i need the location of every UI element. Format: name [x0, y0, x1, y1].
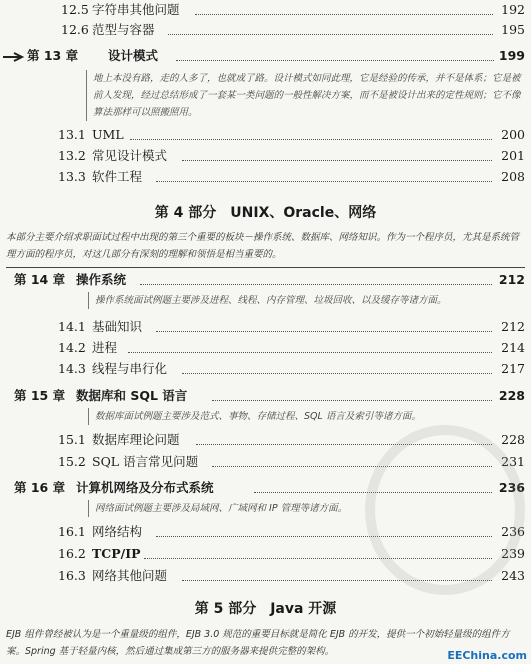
section-title: SQL 语言常见问题 — [92, 454, 199, 469]
page-number: 236 — [501, 524, 525, 539]
leader-dots — [156, 331, 492, 332]
toc-entry[interactable] — [0, 167, 531, 187]
part-intro: 本部分主要介绍求职面试过程中出现的第三个重要的板块－操作系统、数据库、网络知识。作为一个程序员，尤其是系统管理方面的程序员，对这几部分有深刻的理解和领悟是相当重要的。 — [6, 232, 520, 260]
chapter-entry[interactable] — [0, 386, 531, 406]
page-number: 212 — [501, 319, 525, 334]
section-number: 15.2 — [58, 454, 86, 469]
toc-entry[interactable] — [0, 359, 531, 379]
section-number: 16.1 — [58, 524, 86, 539]
chapter-entry[interactable] — [0, 46, 531, 66]
section-title: 基础知识 — [92, 319, 143, 334]
section-title: 常见设计模式 — [92, 148, 168, 163]
toc-entry[interactable] — [0, 146, 531, 166]
page-number: 243 — [501, 568, 525, 583]
section-number: 14.3 — [58, 361, 86, 376]
section-title: 软件工程 — [92, 169, 143, 184]
toc-entry[interactable] — [0, 20, 531, 40]
section-number: 14.1 — [58, 319, 86, 334]
site-logo: EEChina.com — [447, 649, 527, 662]
chapter-title: 计算机网络及分布式系统 — [76, 480, 214, 495]
chapter-description: 数据库面试例题主要涉及范式、事物、存储过程、SQL 语言及索引等诸方面。 — [88, 408, 525, 425]
page-number: 228 — [498, 388, 525, 403]
section-title: 线程与串行化 — [92, 361, 168, 376]
leader-dots — [168, 34, 493, 35]
divider — [6, 267, 525, 268]
page-number: 199 — [498, 48, 525, 63]
section-title: UML — [92, 127, 124, 142]
chapter-title: 设计模式 — [108, 48, 159, 63]
page-number: 236 — [498, 480, 525, 495]
chapter-entry[interactable] — [0, 270, 531, 290]
chapter-description: 网络面试例题主要涉及局域网、广域网和 IP 管理等诸方面。 — [88, 500, 525, 517]
section-title: 网络结构 — [92, 524, 143, 539]
page-number: 214 — [501, 340, 525, 355]
section-title: TCP/IP — [92, 546, 141, 561]
chapter-description: 地上本没有路，走的人多了，也就成了路。设计模式如同此理，它是经验的传承，并不是体系；它是被前人发现，经过总结形成了一套某一类问题的一般性解决方案，而不是被设计出来的定性规则；它不像算法那样可以照搬照用。 — [86, 70, 525, 121]
leader-dots — [182, 160, 492, 161]
page-number: 239 — [501, 546, 525, 561]
leader-dots — [195, 14, 493, 15]
chapter-title: 数据库和 SQL 语言 — [76, 388, 188, 403]
section-number: 15.1 — [58, 432, 86, 447]
part-intro: EJB 组件曾经被认为是一个重量级的组件，EJB 3.0 规范的重要目标就是简化 EJB 的开发，提供一个初始轻量级的组件方案。Spring 基于轻量内核，然后通过集成第三方的服务器来提供完整的架构。 — [6, 629, 510, 657]
page-number: 200 — [501, 127, 525, 142]
chapter-label: 第 13 章 — [27, 48, 79, 63]
leader-dots — [176, 60, 494, 61]
part-heading: 第 4 部分 UNIX、Oracle、网络 — [154, 205, 377, 221]
section-title: 进程 — [92, 340, 118, 355]
page-number: 217 — [501, 361, 525, 376]
section-title: 字符串其他问题 — [92, 2, 180, 17]
chapter-label: 第 14 章 — [14, 272, 66, 287]
chapter-description: 操作系统面试例题主要涉及进程、线程、内存管理、垃圾回收、以及缓存等诸方面。 — [88, 292, 525, 309]
page-number: 195 — [501, 22, 525, 37]
leader-dots — [212, 400, 492, 401]
page-number: 231 — [501, 454, 525, 469]
section-title: 网络其他问题 — [92, 568, 168, 583]
section-number: 13.2 — [58, 148, 86, 163]
section-title: 数据库理论问题 — [92, 432, 180, 447]
leader-dots — [182, 373, 492, 374]
toc-entry[interactable] — [0, 125, 531, 145]
section-number: 12.6 — [61, 22, 89, 37]
leader-dots — [140, 284, 492, 285]
page-number: 201 — [501, 148, 525, 163]
section-number: 14.2 — [58, 340, 86, 355]
section-number: 12.5 — [61, 2, 89, 17]
page-number: 228 — [501, 432, 525, 447]
watermark-seal — [365, 425, 525, 595]
leader-dots — [130, 139, 492, 140]
toc-entry[interactable] — [0, 317, 531, 337]
chapter-title: 操作系统 — [76, 272, 127, 287]
page-number: 208 — [501, 169, 525, 184]
section-title: 范型与容器 — [92, 22, 155, 37]
section-number: 13.3 — [58, 169, 86, 184]
leader-dots — [156, 181, 492, 182]
toc-entry[interactable] — [0, 338, 531, 358]
toc-entry[interactable] — [0, 0, 531, 20]
section-number: 16.2 — [58, 546, 86, 561]
page-number: 192 — [501, 2, 525, 17]
section-number: 16.3 — [58, 568, 86, 583]
page-number: 212 — [498, 272, 525, 287]
chapter-label: 第 15 章 — [14, 388, 66, 403]
chapter-label: 第 16 章 — [14, 480, 66, 495]
leader-dots — [128, 352, 492, 353]
part-heading: 第 5 部分 Java 开源 — [194, 601, 337, 617]
section-number: 13.1 — [58, 127, 86, 142]
